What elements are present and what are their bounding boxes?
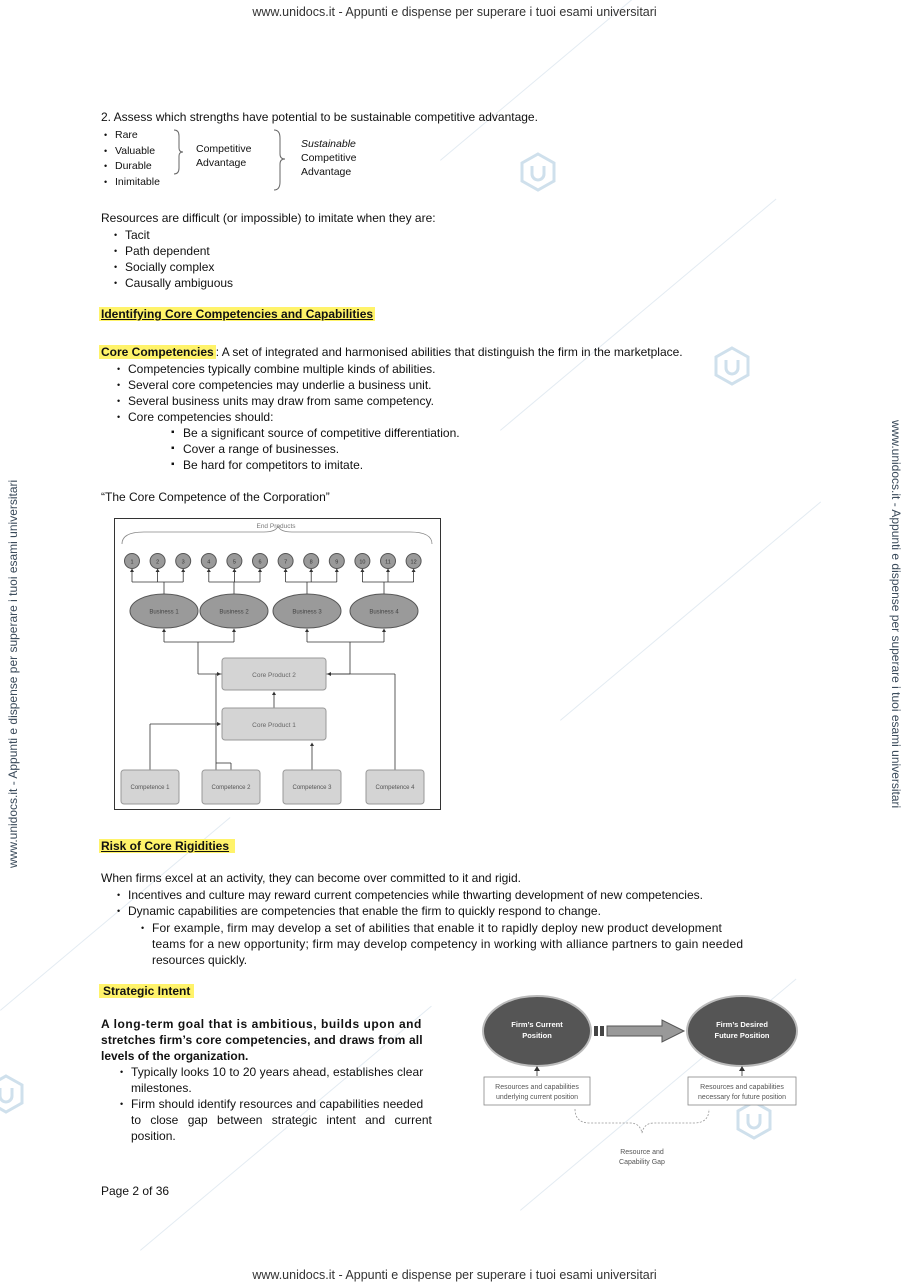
core-sub-bullet: ▪ Be a significant source of competitive differentiation. — [183, 425, 460, 441]
vrin-item: • Rare — [115, 128, 160, 144]
end-product-label: 2 — [156, 559, 160, 566]
unidocs-logo-watermark — [0, 1074, 26, 1114]
end-product-label: 10 — [359, 559, 366, 566]
end-product-label: 4 — [207, 559, 211, 566]
step-2-text: 2. Assess which strengths have potential to be sustainable competitive advantage. — [101, 110, 538, 124]
strategic-intent-definition: A long-term goal that is ambitious, builds upon and stretches firm’s core competencies, and draws from all levels of the organization. — [101, 1017, 423, 1063]
end-product-node — [406, 554, 421, 569]
imitate-item: • Path dependent — [125, 243, 233, 259]
end-product-node — [329, 554, 344, 569]
core-competence-tree-diagram — [114, 518, 442, 811]
gap-brace — [575, 1109, 709, 1133]
core-competence-quote: “The Core Competence of the Corporation” — [101, 490, 330, 504]
strategic-intent-bullets — [120, 1064, 457, 1144]
svg-text:necessary for future position: necessary for future position — [698, 1094, 786, 1101]
end-product-node — [278, 554, 293, 569]
svg-text:Resources and capabilities: Resources and capabilities — [495, 1084, 579, 1091]
core-product-2 — [222, 658, 326, 690]
business-label: Business 4 — [369, 609, 399, 616]
intent-bullet: • Typically looks 10 to 20 years ahead, establishes clear milestones. — [120, 1065, 424, 1095]
core-sub-bullet: ▪ Be hard for competitors to imitate. — [183, 457, 460, 473]
watermark-line — [560, 501, 821, 720]
section-heading-core-rigidities: Risk of Core Rigidities — [99, 839, 235, 853]
core-bullet: • Core competencies should: — [128, 409, 435, 425]
vrin-item: • Inimitable — [115, 175, 160, 191]
imitate-item: • Tacit — [125, 227, 233, 243]
business-label: Business 3 — [292, 609, 322, 616]
business-node — [130, 594, 198, 628]
rigidities-bullet: • Dynamic capabilities are competencies that enable the firm to quickly respond to change. — [128, 903, 703, 919]
end-product-node — [355, 554, 370, 569]
end-product-node — [253, 554, 268, 569]
unidocs-logo-watermark — [712, 346, 752, 386]
end-product-label: 9 — [335, 559, 339, 566]
right-side-watermark: www.unidocs.it - Appunti e dispense per superare i tuoi esami universitari — [889, 420, 903, 809]
rigidities-bullet: • Incentives and culture may reward current competencies while thwarting development of new competencies. — [128, 887, 703, 903]
core-product-1 — [222, 708, 326, 740]
core-product-2-label: Core Product 2 — [252, 672, 296, 679]
core-product-1-label: Core Product 1 — [252, 722, 296, 729]
end-product-label: 8 — [309, 559, 313, 566]
core-sub-bullet: ▪ Cover a range of businesses. — [183, 441, 460, 457]
competence-label: Competence 4 — [375, 785, 415, 791]
end-product-node — [304, 554, 319, 569]
rigidities-bullets — [128, 887, 703, 919]
competence-node — [121, 770, 179, 804]
unidocs-logo-watermark — [518, 152, 558, 192]
vrin-list — [115, 128, 160, 190]
end-product-node — [227, 554, 242, 569]
brace-small — [171, 128, 191, 176]
business-label: Business 1 — [149, 609, 179, 616]
competitive-advantage-label: Competitive Advantage — [196, 143, 252, 169]
competence-label: Competence 1 — [130, 785, 170, 791]
imitate-item: • Socially complex — [125, 259, 233, 275]
imitate-item: • Causally ambiguous — [125, 275, 233, 291]
desired-position-label: Firm’s Desired — [716, 1020, 768, 1029]
end-product-node — [381, 554, 396, 569]
competence-node — [283, 770, 341, 804]
gap-label: Resource and — [620, 1149, 664, 1156]
svg-text:underlying current position: underlying current position — [495, 1094, 579, 1101]
rigidities-intro: When firms excel at an activity, they can become over committed to it and rigid. — [101, 871, 521, 885]
current-position-label: Position — [522, 1031, 552, 1040]
competence-label: Competence 3 — [292, 785, 332, 791]
end-product-label: 7 — [284, 559, 288, 566]
imitate-intro: Resources are difficult (or impossible) to imitate when they are: — [101, 211, 436, 225]
competence-node — [202, 770, 260, 804]
section-heading-core-competencies: Identifying Core Competencies and Capabilities — [101, 307, 374, 321]
competence-label: Competence 2 — [211, 785, 251, 791]
left-side-watermark: www.unidocs.it - Appunti e dispense per superare i tuoi esami universitari — [6, 479, 20, 868]
core-bullet: • Several business units may draw from same competency. — [128, 393, 435, 409]
end-product-node — [201, 554, 216, 569]
svg-text:Resources and capabilities: Resources and capabilities — [700, 1084, 784, 1091]
page-number: Page 2 of 36 — [101, 1184, 170, 1198]
core-bullet: • Competencies typically combine multiple kinds of abilities. — [128, 361, 435, 377]
end-product-node — [150, 554, 165, 569]
business-node — [350, 594, 418, 628]
watermark-line — [440, 0, 701, 161]
brace-large — [271, 128, 291, 192]
watermark-line — [500, 199, 776, 431]
competence-node — [366, 770, 424, 804]
strategic-gap-diagram — [480, 993, 802, 1171]
footer-watermark: www.unidocs.it - Appunti e dispense per superare i tuoi esami universitari — [252, 1268, 657, 1282]
business-node — [200, 594, 268, 628]
core-competencies-term: Core Competencies — [101, 345, 214, 359]
end-product-label: 1 — [130, 559, 134, 566]
vrin-diagram — [103, 128, 383, 192]
sustainable-advantage-label: Sustainable Competitive Advantage — [301, 138, 357, 178]
vrin-item: • Durable — [115, 159, 160, 175]
end-product-label: 5 — [232, 559, 236, 566]
end-product-label: 6 — [258, 559, 262, 566]
business-node — [273, 594, 341, 628]
core-sub-bullets — [183, 425, 460, 473]
core-bullet: • Several core competencies may underlie a business unit. — [128, 377, 435, 393]
end-products-label: End Products — [256, 523, 296, 530]
core-competencies-definition: Core Competencies : A set of integrated and harmonised abilities that distinguish the firm in the marketplace. — [101, 345, 683, 359]
header-watermark: www.unidocs.it - Appunti e dispense per superare i tuoi esami universitari — [252, 5, 657, 19]
vrin-item: • Valuable — [115, 144, 160, 160]
imitate-list — [125, 227, 233, 291]
progress-arrow — [594, 1020, 684, 1042]
core-bullets — [128, 361, 435, 425]
end-product-node — [176, 554, 191, 569]
end-product-label: 11 — [385, 559, 391, 566]
end-product-label: 12 — [410, 559, 417, 566]
rigidities-example: • For example, firm may develop a set of abilities that enable it to rapidly deploy new product development teams for a new opportunity; firm may develop competency in working with alliance partners to gain needed resources quickly. — [141, 921, 744, 967]
desired-position-label: Future Position — [714, 1031, 770, 1040]
end-product-label: 3 — [181, 559, 185, 566]
end-product-node — [125, 554, 140, 569]
current-position-label: Firm’s Current — [511, 1020, 563, 1029]
gap-label: Capability Gap — [619, 1159, 665, 1166]
intent-bullet: • Firm should identify resources and capabilities needed to close gap between strategic intent and current position. — [120, 1097, 432, 1143]
section-heading-strategic-intent: Strategic Intent — [99, 984, 194, 998]
business-label: Business 2 — [219, 609, 249, 616]
